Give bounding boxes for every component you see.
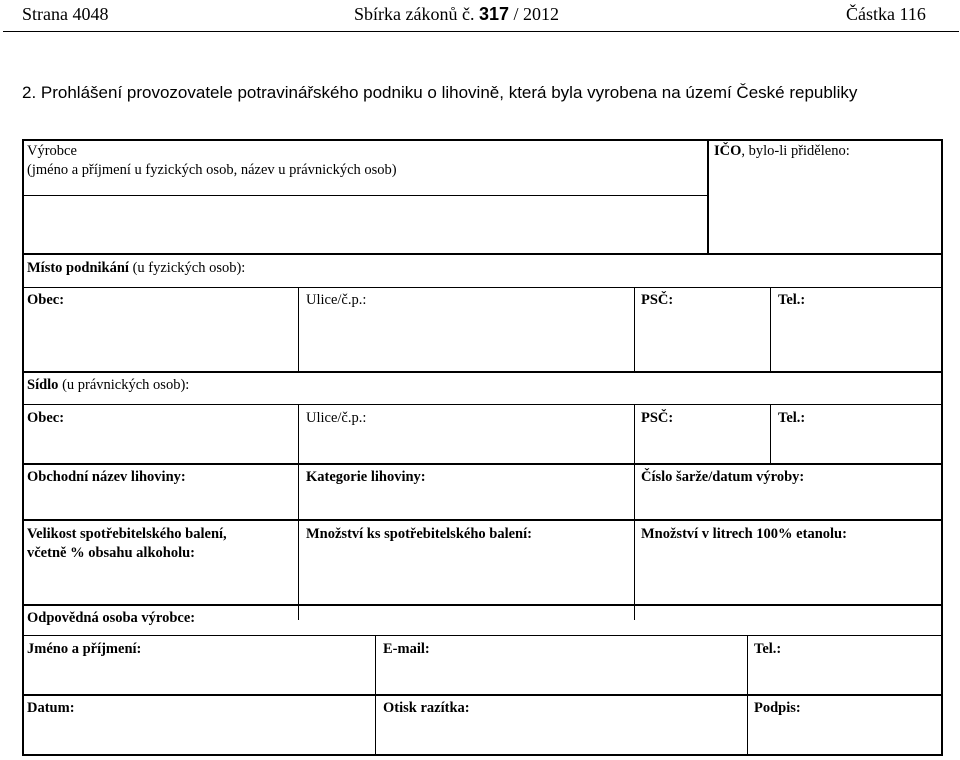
- package-size-line-2: včetně % obsahu alkoholu:: [27, 545, 195, 561]
- rule: [22, 287, 943, 288]
- rule: [22, 635, 943, 636]
- collection-reference: [354, 4, 559, 25]
- place-bold: Místo podnikání: [27, 260, 129, 276]
- rule: [22, 195, 708, 196]
- form-border-right: [941, 139, 943, 756]
- rule: [747, 636, 748, 755]
- part-number: Částka 116: [846, 4, 926, 24]
- rule: [707, 139, 709, 254]
- batch-label: Číslo šarže/datum výroby:: [641, 469, 805, 485]
- form-border-left: [22, 139, 24, 756]
- rule: [298, 405, 299, 620]
- ico-label-bold: IČO: [714, 143, 742, 159]
- seat-label: [27, 376, 189, 395]
- collection-prefix: Sbírka zákonů č.: [354, 4, 475, 24]
- rule: [298, 288, 299, 372]
- rule: [22, 404, 943, 405]
- tel-label: Tel.:: [778, 292, 806, 308]
- tel-label: Tel.:: [754, 641, 782, 657]
- package-count-label: Množství ks spotřebitelského balení:: [306, 526, 532, 542]
- ulice-label: Ulice/č.p.:: [306, 410, 367, 426]
- rule: [375, 636, 376, 755]
- email-label: E-mail:: [383, 641, 430, 657]
- rule: [634, 405, 635, 620]
- place-rest: (u fyzických osob):: [128, 260, 246, 276]
- rule: [22, 463, 943, 465]
- rule: [22, 604, 943, 606]
- law-year: / 2012: [513, 4, 560, 24]
- ico-label: [714, 142, 850, 161]
- rule: [22, 694, 943, 696]
- psc-label: PSČ:: [641, 410, 674, 426]
- obec-label: Obec:: [27, 410, 65, 426]
- page-header: [0, 4, 960, 30]
- tel-label: Tel.:: [778, 410, 806, 426]
- form-border-bottom: [22, 754, 943, 756]
- signature-label: Podpis:: [754, 700, 801, 716]
- stamp-label: Otisk razítka:: [383, 700, 470, 716]
- package-size-label: [27, 525, 295, 563]
- page-title: 2. Prohlášení provozovatele potravinářského podniku o lihovině, která byla vyrobena na území České republiky: [22, 83, 858, 102]
- date-label: Datum:: [27, 700, 75, 716]
- obec-label: Obec:: [27, 292, 65, 308]
- rule: [22, 253, 943, 255]
- rule: [634, 288, 635, 372]
- rule: [770, 405, 771, 464]
- ico-label-rest: , bylo-li přiděleno:: [741, 143, 850, 159]
- psc-label: PSČ:: [641, 292, 674, 308]
- producer-title: Výrobce: [27, 143, 77, 159]
- form-border-top: [22, 139, 943, 141]
- name-label: Jméno a příjmení:: [27, 641, 142, 657]
- producer-label: [27, 142, 397, 180]
- package-size-line-1: Velikost spotřebitelského balení,: [27, 526, 227, 542]
- place-of-business-label: [27, 259, 245, 278]
- page-number: Strana 4048: [22, 4, 109, 24]
- rule: [770, 288, 771, 372]
- rule: [22, 371, 943, 373]
- category-label: Kategorie lihoviny:: [306, 469, 426, 485]
- rule: [22, 519, 943, 521]
- trade-name-label: Obchodní název lihoviny:: [27, 469, 186, 485]
- responsible-person-label: Odpovědná osoba výrobce:: [27, 610, 196, 626]
- seat-rest: (u právnických osob):: [58, 377, 190, 393]
- header-divider: [3, 31, 959, 32]
- declaration-form: [22, 139, 943, 756]
- producer-hint: (jméno a příjmení u fyzických osob, název u právnických osob): [27, 162, 397, 178]
- seat-bold: Sídlo: [27, 377, 59, 393]
- litres-label: Množství v litrech 100% etanolu:: [641, 526, 847, 542]
- law-number: 317: [478, 4, 510, 24]
- ulice-label: Ulice/č.p.:: [306, 292, 367, 308]
